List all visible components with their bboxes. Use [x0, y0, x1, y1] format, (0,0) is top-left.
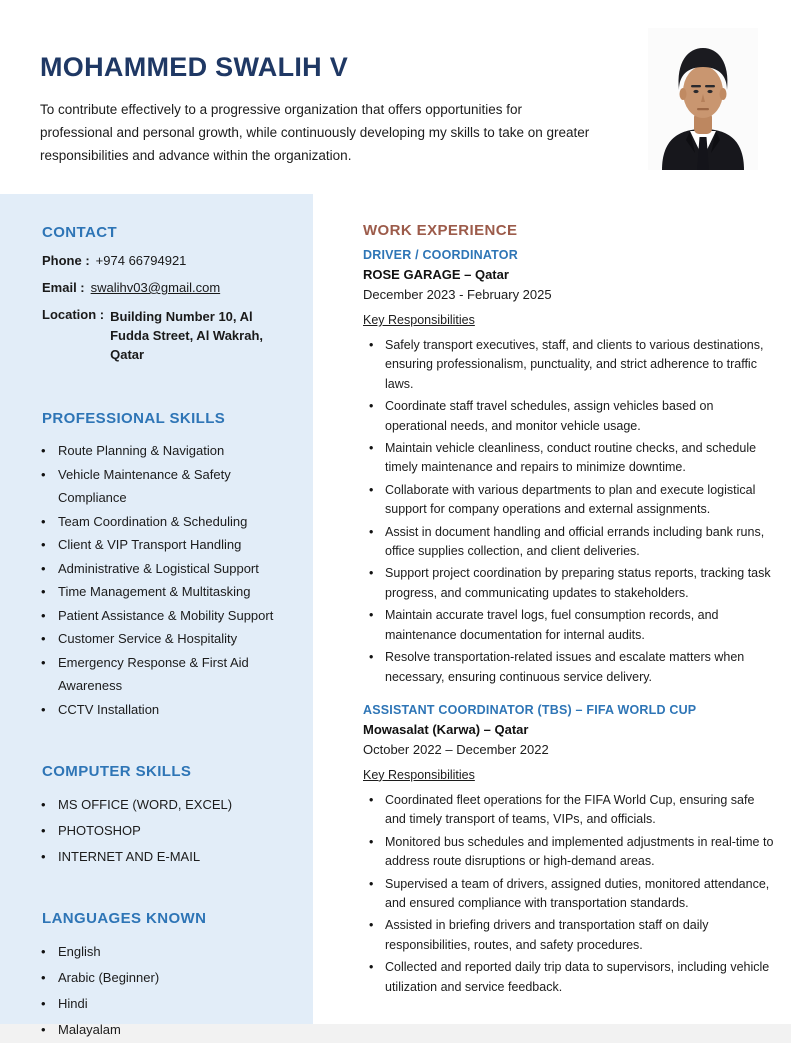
header [0, 0, 791, 194]
email-row [42, 280, 291, 295]
phone-row [42, 253, 291, 268]
profile-photo [648, 28, 758, 170]
responsibility-item: • Collected and reported daily trip data to supervisors, including vehicle utilization and service feedback. [363, 958, 775, 997]
skill-item: • Vehicle Maintenance & Safety Compliance [42, 463, 291, 510]
responsibility-item: • Collaborate with various departments to plan and execute logistical support for company operations and external assignments. [363, 481, 775, 520]
job-company: ROSE GARAGE – Qatar [363, 267, 509, 282]
computer-skills-heading: COMPUTER SKILLS [42, 763, 192, 780]
skill-item: • Route Planning & Navigation [42, 439, 291, 463]
skill-item: • Time Management & Multitasking [42, 580, 291, 604]
skill-item: • Emergency Response & First Aid Awareness [42, 651, 291, 698]
sidebar [0, 194, 313, 1037]
language-item: • English [42, 939, 291, 965]
languages-section [42, 910, 291, 1043]
language-item: • Hindi [42, 991, 291, 1017]
location-label: Location : [42, 307, 105, 322]
objective-text: To contribute effectively to a progressive organization that offers opportunities for professional and personal growth, while continuously developing my skills to take on greater responsibilities and advance within the organization. [40, 102, 590, 163]
computer-skill-item: • INTERNET AND E-MAIL [42, 844, 291, 870]
language-item: • Malayalam [42, 1017, 291, 1043]
job-responsibilities-list [363, 791, 775, 997]
skill-item: • Customer Service & Hospitality [42, 627, 291, 651]
computer-skill-item: • MS OFFICE (WORD, EXCEL) [42, 792, 291, 818]
work-experience-heading: WORK EXPERIENCE [363, 222, 518, 239]
responsibility-item: • Maintain accurate travel logs, fuel consumption records, and maintenance documentation for internal audits. [363, 606, 775, 645]
job-role: DRIVER / COORDINATOR [363, 248, 518, 262]
job-company: Mowasalat (Karwa) – Qatar [363, 721, 529, 737]
skill-item: • Patient Assistance & Mobility Support [42, 604, 291, 628]
job-dates: October 2022 – December 2022 [363, 741, 549, 757]
responsibility-item: • Maintain vehicle cleanliness, conduct routine checks, and schedule timely maintenance and repairs to minimize downtime. [363, 439, 775, 478]
page-title: MOHAMMED SWALIH V [40, 52, 349, 82]
professional-skills-heading: PROFESSIONAL SKILLS [42, 410, 226, 427]
work-experience-section [363, 222, 775, 1013]
responsibility-item: • Coordinate staff travel schedules, assign vehicles based on operational needs, and monitor vehicle usage. [363, 397, 775, 436]
skill-item: • Administrative & Logistical Support [42, 557, 291, 581]
skill-item: • Team Coordination & Scheduling [42, 510, 291, 534]
languages-list [42, 939, 291, 1043]
responsibility-item: • Resolve transportation-related issues and escalate matters when necessary, ensuring continuous service delivery. [363, 648, 775, 687]
skill-item: • CCTV Installation [42, 698, 291, 722]
responsibility-item: • Coordinated fleet operations for the FIFA World Cup, ensuring safe and timely transport of teams, VIPs, and officials. [363, 791, 775, 830]
computer-skill-item: • PHOTOSHOP [42, 818, 291, 844]
job-dates: December 2023 - February 2025 [363, 287, 552, 302]
contact-heading: CONTACT [42, 224, 118, 241]
professional-skills-section [42, 410, 291, 721]
phone-value: +974 66794921 [95, 253, 187, 268]
language-item: • Arabic (Beginner) [42, 965, 291, 991]
key-responsibilities-label: Key Responsibilities [363, 313, 475, 327]
computer-skills-section [42, 763, 291, 870]
responsibility-item: • Support project coordination by preparing status reports, tracking task progress, and communicating updates to stakeholders. [363, 564, 775, 603]
languages-heading: LANGUAGES KNOWN [42, 910, 207, 927]
job-role: ASSISTANT COORDINATOR (TBS) – FIFA WORLD CUP [363, 702, 697, 717]
skill-item: • Client & VIP Transport Handling [42, 533, 291, 557]
contact-section [42, 224, 291, 364]
professional-skills-list [42, 439, 291, 721]
person-portrait-icon [648, 28, 758, 170]
computer-skills-list [42, 792, 291, 870]
key-responsibilities-label: Key Responsibilities [363, 767, 475, 782]
phone-label: Phone : [42, 253, 90, 268]
job-responsibilities-list [363, 336, 775, 687]
email-link[interactable]: swalihv03@gmail.com [90, 280, 221, 295]
email-label: Email : [42, 280, 85, 295]
responsibility-item: • Assist in document handling and official errands including bank runs, office supplies collection, and client deliveries. [363, 523, 775, 562]
job-entry-assistant-coordinator [363, 703, 775, 997]
responsibility-item: • Monitored bus schedules and implemented adjustments in real-time to address route disruptions or high-demand areas. [363, 833, 775, 872]
location-row [42, 307, 291, 364]
responsibility-item: • Safely transport executives, staff, and clients to various destinations, ensuring professionalism, punctuality, and strict adherence to traffic laws. [363, 336, 775, 394]
location-value: Building Number 10, Al Fudda Street, Al Wakrah, Qatar [110, 309, 264, 362]
responsibility-item: • Supervised a team of drivers, assigned duties, monitored attendance, and ensured compliance with transportation standards. [363, 875, 775, 914]
responsibility-item: • Assisted in briefing drivers and transportation staff on daily responsibilities, routes, and safety procedures. [363, 916, 775, 955]
job-entry-driver-coordinator [363, 248, 775, 687]
